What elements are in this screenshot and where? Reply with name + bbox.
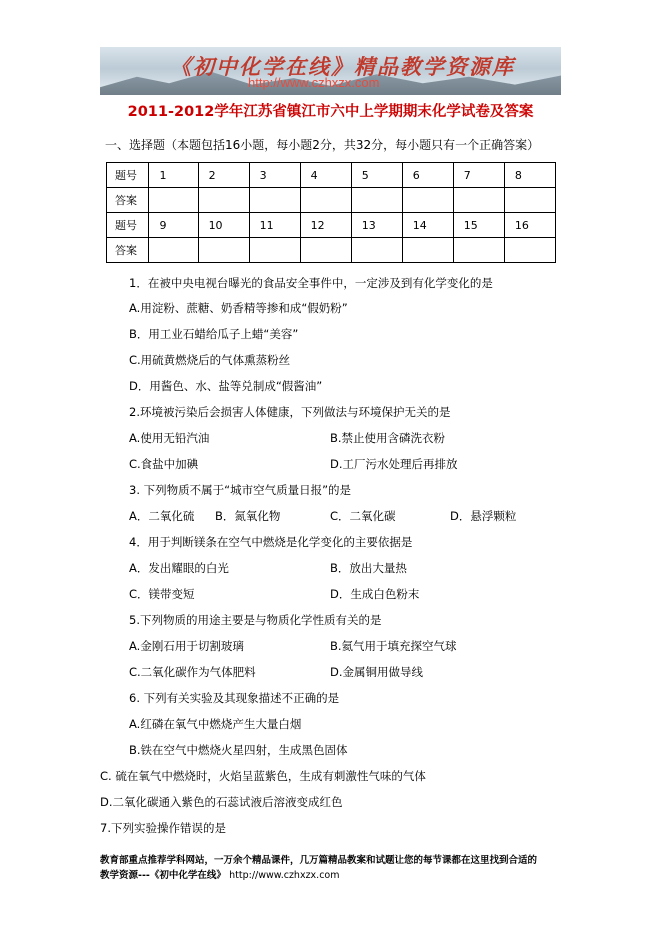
answer-cell[interactable] <box>249 238 300 263</box>
option-3c: C．二氧化碳 <box>330 509 396 523</box>
table-cell: 4 <box>300 163 351 188</box>
section-heading: 一、选择题（本题包括16小题，每小题2分，共32分，每小题只有一个正确答案） <box>105 138 540 152</box>
answer-cell[interactable] <box>249 188 300 213</box>
table-row <box>107 238 556 263</box>
question-2: 2.环境被污染后会损害人体健康，下列做法与环境保护无关的是 <box>129 405 451 419</box>
page-title: 2011-2012学年江苏省镇江市六中上学期期末化学试卷及答案 <box>127 104 534 120</box>
table-cell: 2 <box>198 163 249 188</box>
answer-cell[interactable] <box>504 188 555 213</box>
answer-cell[interactable] <box>504 238 555 263</box>
table-cell: 16 <box>504 213 555 238</box>
option-6c: C. 硫在氧气中燃烧时，火焰呈蓝紫色，生成有刺激性气味的气体 <box>100 769 426 783</box>
option-6a: A.红磷在氧气中燃烧产生大量白烟 <box>129 717 302 731</box>
table-label-answer: 答案 <box>107 188 149 213</box>
answer-table <box>106 162 556 263</box>
footer-url[interactable]: http://www.czhxzx.com <box>229 870 340 881</box>
option-5c: C.二氧化碳作为气体肥料 <box>129 665 256 679</box>
table-cell: 12 <box>300 213 351 238</box>
table-label-question: 题号 <box>107 213 149 238</box>
option-6b: B.铁在空气中燃烧火星四射，生成黑色固体 <box>129 743 348 757</box>
option-2d: D.工厂污水处理后再排放 <box>330 457 458 471</box>
option-5a: A.金刚石用于切割玻璃 <box>129 639 244 653</box>
question-7: 7.下列实验操作错误的是 <box>100 821 226 835</box>
option-1d: D．用酱色、水、盐等兑制成“假酱油” <box>129 379 323 393</box>
table-cell: 15 <box>453 213 504 238</box>
question-6: 6. 下列有关实验及其现象描述不正确的是 <box>129 691 340 705</box>
option-3a: A．二氧化硫 <box>129 509 195 523</box>
option-1a: A.用淀粉、蔗糖、奶香精等掺和成“假奶粉” <box>129 301 348 315</box>
question-3: 3. 下列物质不属于“城市空气质量日报”的是 <box>129 483 352 497</box>
option-1b: B．用工业石蜡给瓜子上蜡“美容” <box>129 327 299 341</box>
option-6d: D.二氧化碳通入紫色的石蕊试液后溶液变成红色 <box>100 795 343 809</box>
page-footer <box>100 853 570 883</box>
footer-site-name: 教学资源---《初中化学在线》 <box>100 870 226 881</box>
table-cell: 13 <box>351 213 402 238</box>
option-2c: C.食盐中加碘 <box>129 457 199 471</box>
option-3b: B．氮氧化物 <box>215 509 281 523</box>
option-4a: A．发出耀眼的白光 <box>129 561 229 575</box>
answer-cell[interactable] <box>300 238 351 263</box>
answer-cell[interactable] <box>402 238 453 263</box>
answer-cell[interactable] <box>149 188 198 213</box>
answer-cell[interactable] <box>300 188 351 213</box>
option-4c: C．镁带变短 <box>129 587 195 601</box>
table-cell: 9 <box>149 213 198 238</box>
option-2a: A.使用无铅汽油 <box>129 431 210 445</box>
table-row <box>107 213 556 238</box>
table-row <box>107 188 556 213</box>
option-5b: B.氦气用于填充探空气球 <box>330 639 457 653</box>
answer-cell[interactable] <box>453 238 504 263</box>
table-label-answer: 答案 <box>107 238 149 263</box>
table-cell: 14 <box>402 213 453 238</box>
table-cell: 3 <box>249 163 300 188</box>
answer-cell[interactable] <box>402 188 453 213</box>
answer-cell[interactable] <box>198 188 249 213</box>
table-cell: 10 <box>198 213 249 238</box>
question-5: 5.下列物质的用途主要是与物质化学性质有关的是 <box>129 613 382 627</box>
banner-title: 《初中化学在线》精品教学资源库 <box>170 54 515 79</box>
table-cell: 6 <box>402 163 453 188</box>
header-banner <box>100 47 561 95</box>
question-4: 4．用于判断镁条在空气中燃烧是化学变化的主要依据是 <box>129 535 413 549</box>
footer-line-2 <box>100 868 570 883</box>
option-2b: B.禁止使用含磷洗衣粉 <box>330 431 446 445</box>
table-cell: 5 <box>351 163 402 188</box>
answer-cell[interactable] <box>149 238 198 263</box>
answer-cell[interactable] <box>351 238 402 263</box>
table-label-question: 题号 <box>107 163 149 188</box>
option-4b: B．放出大量热 <box>330 561 407 575</box>
answer-cell[interactable] <box>453 188 504 213</box>
banner-url[interactable]: http://www.czhxzx.com <box>248 75 380 90</box>
table-cell: 8 <box>504 163 555 188</box>
option-4d: D．生成白色粉末 <box>330 587 420 601</box>
answer-cell[interactable] <box>198 238 249 263</box>
option-3d: D．悬浮颗粒 <box>450 509 517 523</box>
table-cell: 7 <box>453 163 504 188</box>
table-row <box>107 163 556 188</box>
footer-line-1: 教育部重点推荐学科网站，一万余个精品课件，几万篇精品教案和试题让您的每节课都在这里找到合适的 <box>100 855 538 866</box>
answer-cell[interactable] <box>351 188 402 213</box>
question-1: 1．在被中央电视台曝光的食品安全事件中，一定涉及到有化学变化的是 <box>129 276 493 290</box>
option-5d: D.金属铜用做导线 <box>330 665 424 679</box>
option-1c: C.用硫黄燃烧后的气体熏蒸粉丝 <box>129 353 291 367</box>
table-cell: 1 <box>149 163 198 188</box>
table-cell: 11 <box>249 213 300 238</box>
